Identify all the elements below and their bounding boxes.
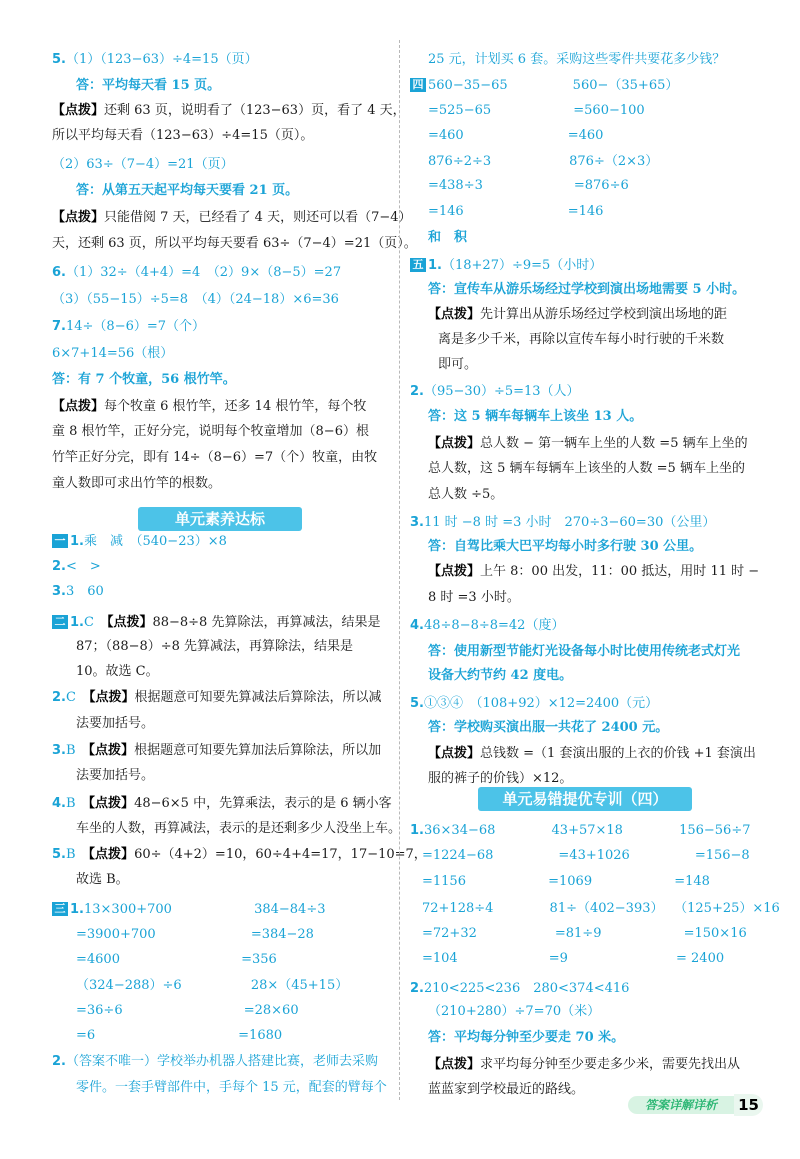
answer-text: =36÷6 =28×60	[76, 1003, 299, 1018]
section-banner-left: 单元素养达标	[138, 507, 302, 531]
answer-text: C	[65, 690, 89, 705]
left-line	[76, 1003, 299, 1019]
right-line	[428, 409, 642, 425]
answer-text: =1156 =1069 =148	[422, 874, 710, 889]
explanation-text: 48−6×5 中，先算乘法，表示的是 6 辆小客	[134, 796, 392, 811]
section-badge: 一	[52, 534, 68, 548]
answer-text: =4600 =356	[76, 952, 277, 967]
left-line	[76, 639, 353, 655]
left-line	[52, 847, 427, 863]
right-line	[428, 103, 645, 119]
left-line	[52, 265, 341, 281]
answer-statement: 答：从第五天起平均每天要看 21 页。	[76, 183, 299, 198]
right-line	[422, 848, 750, 864]
answer-statement: 答：平均每分钟至少要走 70 米。	[428, 1030, 625, 1045]
answer-text: =3900+700 =384−28	[76, 927, 314, 942]
right-line	[422, 926, 747, 942]
right-line	[428, 436, 748, 452]
left-line	[52, 399, 366, 415]
answer-statement: 答：平均每天看 15 页。	[76, 78, 221, 93]
right-line	[428, 1057, 740, 1073]
right-line	[428, 590, 520, 606]
left-line	[76, 872, 129, 888]
left-line	[52, 584, 104, 600]
hint-tag: 【点拨】	[428, 436, 481, 451]
left-line	[52, 743, 381, 759]
hint-tag: 【点拨】	[428, 307, 481, 322]
right-line	[438, 357, 477, 373]
left-line	[52, 424, 369, 440]
right-line	[428, 668, 572, 684]
right-line	[428, 230, 467, 246]
answer-statement: 答：使用新型节能灯光设备每小时比使用传统老式灯光	[428, 644, 741, 659]
left-line	[52, 1054, 378, 1070]
answer-text: B	[65, 796, 89, 811]
hint-tag: 【点拨】	[88, 743, 135, 758]
explanation-text: 童 8 根竹竿，正好分完，说明每个牧童增加（8−6）根	[52, 424, 369, 439]
right-line	[422, 951, 724, 967]
item-number: 3.	[52, 584, 66, 599]
item-number: 1.	[410, 823, 424, 838]
left-line	[52, 103, 406, 119]
answer-statement: 设备大约节约 42 度电。	[428, 668, 573, 683]
answer-text: 48÷8−8÷8=42（度）	[423, 618, 565, 633]
explanation-text: 法要加括号。	[76, 716, 155, 731]
explanation-text: 即可。	[438, 357, 478, 372]
right-line	[438, 332, 724, 348]
right-line	[428, 1082, 584, 1098]
answer-text: （95−30）÷5=13（人）	[423, 384, 580, 399]
hint-tag: 【点拨】	[88, 690, 135, 705]
hint-tag: 【点拨】	[428, 1057, 481, 1072]
left-line	[52, 559, 101, 575]
section-badge: 五	[410, 258, 426, 272]
item-number: 3.	[410, 515, 424, 530]
answer-text: 560−35−65 560−（35+65）	[428, 78, 679, 93]
explanation-text: 服的裤子的价钱）×12。	[428, 771, 573, 786]
answer-text: （18+27）÷9=5（小时）	[441, 258, 603, 273]
item-number: 1.	[70, 615, 84, 630]
right-line	[428, 539, 702, 555]
explanation-text: 上午 8：00 出发，11：00 抵达，用时 11 时 −	[480, 564, 760, 579]
right-line	[410, 696, 658, 712]
answer-text: =146 =146	[428, 204, 604, 219]
item-number: 2.	[52, 1054, 66, 1069]
hint-tag: 【点拨】	[88, 847, 135, 862]
left-line	[52, 796, 392, 812]
hint-tag: 【点拨】	[52, 399, 105, 414]
answer-statement: 答：有 7 个牧童，56 根竹竿。	[52, 372, 236, 387]
hint-tag: 【点拨】	[106, 615, 153, 630]
answer-text: 6×7+14=56（根）	[52, 346, 174, 361]
explanation-text: 总人数 ÷5。	[428, 487, 504, 502]
explanation-text: 童人数即可求出竹竿的根数。	[52, 476, 222, 491]
item-number: 5.	[52, 847, 66, 862]
right-line	[428, 1004, 600, 1020]
left-line	[76, 1080, 387, 1096]
item-number: 7.	[52, 319, 66, 334]
item-number: 1.	[70, 902, 84, 917]
answer-text: （3）（55−15）÷5=8 （4）（24−18）×6=36	[52, 292, 339, 307]
answer-text: （210+280）÷7=70（米）	[428, 1004, 601, 1019]
answer-text: 25 元，计划买 6 套。采购这些零件共要花多少钱？	[428, 52, 726, 67]
right-line	[410, 258, 602, 274]
answer-text: 72+128÷4 81÷（402−393） （125+25）×16	[422, 901, 780, 916]
left-line	[52, 157, 234, 173]
answer-text: =72+32 =81÷9 =150×16	[422, 926, 747, 941]
left-line	[52, 292, 339, 308]
left-line	[52, 372, 236, 388]
right-line	[422, 901, 780, 917]
hint-tag: 【点拨】	[88, 796, 135, 811]
answer-text: =1224−68 =43+1026 =156−8	[422, 848, 750, 863]
explanation-text: 根据题意可知要先算加法后算除法，所以加	[134, 743, 382, 758]
right-line	[428, 564, 759, 580]
item-number: 2.	[52, 690, 66, 705]
right-line	[428, 1030, 624, 1046]
right-line	[428, 204, 603, 220]
column-divider	[399, 40, 400, 1100]
explanation-text: 88−8÷8 先算除法，再算减法，结果是	[152, 615, 381, 630]
hint-tag: 【点拨】	[428, 564, 481, 579]
right-line	[428, 52, 725, 68]
answer-text: =525−65 =560−100	[428, 103, 645, 118]
answer-text: =460 =460	[428, 128, 604, 143]
right-line	[422, 874, 710, 890]
left-line	[52, 450, 377, 466]
answer-text: =104 =9 = 2400	[422, 951, 725, 966]
item-number: 2.	[52, 559, 66, 574]
explanation-text: 车坐的人数，再算减法，表示的是还剩多少人没坐上车。	[76, 821, 402, 836]
left-line	[76, 978, 348, 994]
explanation-text: 根据题意可知要先算减法后算除法，所以减	[134, 690, 382, 705]
answer-text: 零件。一套手臂部件中，手每个 15 元，配套的臂每个	[76, 1080, 387, 1095]
answer-text: 11 时 −8 时 =3 小时 270÷3−60=30（公里）	[423, 515, 716, 530]
answer-text: C	[83, 615, 107, 630]
page-number: 15	[734, 1094, 763, 1116]
page-footer	[628, 1094, 763, 1116]
explanation-text: 先计算出从游乐场经过学校到演出场地的距	[480, 307, 728, 322]
left-line	[52, 902, 325, 918]
item-number: 5.	[52, 52, 66, 67]
left-line	[76, 927, 314, 943]
explanation-text: 只能借阅 7 天，已经看了 4 天，则还可以看（7−4）	[104, 210, 412, 225]
right-line	[410, 78, 678, 94]
answer-text: 14÷（8−6）=7（个）	[65, 319, 206, 334]
answer-text: 36×34−68 43+57×18 156−56÷7	[423, 823, 751, 838]
left-line	[52, 52, 258, 68]
explanation-text: 离是多少千米，再除以宣传车每小时行驶的千米数	[438, 332, 725, 347]
explanation-text: 竹竿正好分完，即有 14÷（8−6）=7（个）牧童，由牧	[52, 450, 378, 465]
explanation-text: 总人数，这 5 辆车每辆车上该坐的人数 =5 辆车上坐的	[428, 461, 745, 476]
item-number: 3.	[52, 743, 66, 758]
section-badge: 二	[52, 615, 68, 629]
answer-statement: 答：学校购买演出服一共花了 2400 元。	[428, 720, 669, 735]
item-number: 6.	[52, 265, 66, 280]
right-line	[410, 618, 564, 634]
explanation-text: 87；（88−8）÷8 先算减法，再算除法，结果是	[76, 639, 354, 654]
answer-text: < >	[65, 559, 101, 574]
explanation-text: 总人数 − 第一辆车上坐的人数 =5 辆车上坐的	[480, 436, 748, 451]
right-line	[428, 771, 572, 787]
explanation-text: 法要加括号。	[76, 768, 155, 783]
left-line	[76, 78, 220, 94]
left-line	[76, 1028, 282, 1044]
explanation-text: 8 时 =3 小时。	[428, 590, 520, 605]
item-number: 5.	[410, 696, 424, 711]
explanation-text: 每个牧童 6 根竹竿，还多 14 根竹竿，每个牧	[104, 399, 367, 414]
item-number: 2.	[410, 981, 424, 996]
section-banner-right: 单元易错提优专训（四）	[478, 787, 692, 811]
explanation-text: 天，还剩 63 页，所以平均每天要看 63÷（7−4）=21（页）。	[52, 236, 417, 251]
footer-tag: 答案详解详析	[628, 1096, 734, 1114]
section-badge: 四	[410, 78, 426, 92]
answer-statement: 答：自驾比乘大巴平均每小时多行驶 30 公里。	[428, 539, 703, 554]
answer-text: （1）（123−63）÷4=15（页）	[65, 52, 258, 67]
left-line	[52, 690, 381, 706]
hint-tag: 【点拨】	[52, 103, 105, 118]
item-number: 4.	[410, 618, 424, 633]
answer-text: 210<225<236 280<374<416	[423, 981, 630, 996]
answer-statement: 答：这 5 辆车每辆车上该坐 13 人。	[428, 409, 643, 424]
right-line	[428, 307, 727, 323]
left-line	[76, 183, 298, 199]
answer-text: 876÷2÷3 876÷（2×3）	[428, 154, 659, 169]
left-line	[52, 128, 313, 144]
left-line	[52, 319, 205, 335]
left-line	[52, 210, 412, 226]
right-line	[410, 384, 580, 400]
explanation-text: 蓝蓝家到学校最近的路线。	[428, 1082, 585, 1097]
item-number: 2.	[410, 384, 424, 399]
answer-text: （1）32÷（4+4）=4 （2）9×（8−5）=27	[65, 265, 342, 280]
right-line	[410, 981, 629, 997]
left-line	[76, 768, 154, 784]
answer-text: B	[65, 847, 89, 862]
left-line	[76, 821, 401, 837]
answer-text: =438÷3 =876÷6	[428, 178, 629, 193]
right-line	[428, 720, 668, 736]
right-line	[428, 282, 745, 298]
left-line	[52, 534, 227, 550]
answer-text: （答案不唯一）学校举办机器人搭建比赛，老师去采购	[65, 1054, 378, 1069]
answer-text: =6 =1680	[76, 1028, 283, 1043]
item-number: 1.	[70, 534, 84, 549]
left-line	[76, 664, 159, 680]
item-number: 1.	[428, 258, 442, 273]
explanation-text: 还剩 63 页，说明看了（123−63）页，看了 4 天，	[104, 103, 406, 118]
hint-tag: 【点拨】	[428, 746, 481, 761]
explanation-text: 总钱数 =（1 套演出服的上衣的价钱 +1 套演出	[480, 746, 756, 761]
answer-statement: 答：宣传车从游乐场经过学校到演出场地需要 5 小时。	[428, 282, 746, 297]
left-line	[52, 615, 380, 631]
right-line	[428, 746, 756, 762]
right-line	[428, 461, 745, 477]
explanation-text: 所以平均每天看（123−63）÷4=15（页）。	[52, 128, 314, 143]
left-line	[52, 476, 221, 492]
right-line	[428, 128, 603, 144]
left-line	[52, 346, 173, 362]
right-line	[428, 178, 629, 194]
answer-text: 13×300+700 384−84÷3	[83, 902, 326, 917]
answer-text: 3 60	[65, 584, 104, 599]
answer-text: ①③④ （108+92）×12=2400（元）	[423, 696, 659, 711]
answer-text: （324−288）÷6 28×（45+15）	[76, 978, 349, 993]
left-line	[52, 236, 417, 252]
answer-text: （2）63÷（7−4）=21（页）	[52, 157, 234, 172]
right-line	[410, 823, 750, 839]
section-badge: 三	[52, 902, 68, 916]
right-line	[428, 487, 503, 503]
item-number: 4.	[52, 796, 66, 811]
explanation-text: 60÷（4+2）=10，60÷4+4=17，17−10=7，	[134, 847, 427, 862]
right-line	[428, 644, 740, 660]
answer-text: B	[65, 743, 89, 758]
right-line	[428, 154, 658, 170]
explanation-text: 10。故选 C。	[76, 664, 159, 679]
answer-text: 乘 减 （540−23）×8	[83, 534, 227, 549]
right-line	[410, 515, 715, 531]
left-line	[76, 716, 154, 732]
explanation-text: 故选 B。	[76, 872, 129, 887]
hint-tag: 【点拨】	[52, 210, 105, 225]
left-line	[76, 952, 277, 968]
explanation-text: 求平均每分钟至少要走多少米，需要先找出从	[480, 1057, 741, 1072]
answer-statement: 和 积	[428, 230, 468, 245]
